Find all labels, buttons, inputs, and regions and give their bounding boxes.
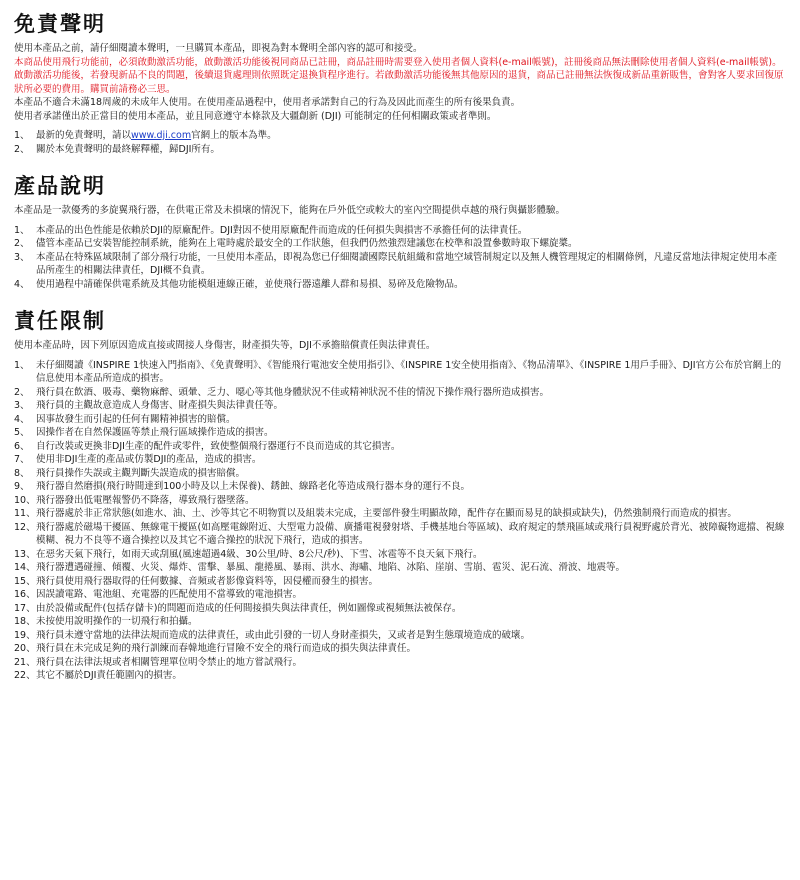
item-number: 15、 (14, 575, 36, 587)
item-text: 本產品在特殊區域限制了部分飛行功能，一旦使用本產品，即視為您已仔細閱讀國際民航組織和當地空域管制規定以及無人機管理規定的相關條例，凡違反當地法律規定使用本產品所產生的相關法律責任，DJI概不負責。 (36, 251, 778, 276)
list-item (14, 467, 786, 481)
item-number: 22、 (14, 670, 36, 681)
list-item (14, 615, 786, 629)
item-text: 飛行員在飲酒、吸毒、藥物麻醉、頭暈、乏力、噁心等其他身體狀況不佳或精神狀況不佳的情況下操作飛行器所造成損害。 (36, 386, 550, 398)
item-text: 使用過程中請確保供電系統及其他功能模組連線正確，並使飛行器遠離人群和易損、易碎及危險物品。 (36, 278, 464, 290)
product-list (14, 224, 786, 292)
item-number: 4、 (14, 413, 30, 425)
liability-list (14, 359, 786, 683)
liability-intro: 使用本產品時，因下列原因造成直接或間接人身傷害，財產損失等，DJI不承擔賠償責任與法律責任。 (14, 340, 436, 351)
item-text: 飛行器發出低電壓報警仍不降落，導致飛行器墜落。 (36, 494, 255, 506)
item-text: 因操作者在自然保護區等禁止飛行區域操作造成的損害。 (36, 427, 274, 438)
item-text: 其它不屬於DJI責任範圍內的損害。 (36, 670, 182, 681)
list-item (14, 237, 786, 251)
list-item (14, 426, 786, 440)
list-item (14, 642, 786, 656)
item-number: 2、 (14, 238, 30, 249)
disclaimer-note (14, 143, 786, 157)
item-number: 8、 (14, 467, 30, 479)
item-number: 18、 (14, 616, 36, 627)
item-text: 未仔細閱讀《INSPIRE 1快速入門指南》、《免責聲明》、《智能飛行電池安全使用指引》、《INSPIRE 1安全使用指南》、《物品清單》、《INSPIRE 1用戶手冊》、DJI官方公布於官網上的信息使用本產品所造成的損害。 (36, 359, 782, 384)
item-text: 在惡劣天氣下飛行，如雨天或刮風(風速超過4級、30公里/時、8公尺/秒)、下雪、冰雹等不良天氣下飛行。 (36, 548, 483, 560)
list-item (14, 548, 786, 562)
item-number: 9、 (14, 481, 30, 492)
item-number: 6、 (14, 440, 30, 452)
note-text: 最新的免責聲明，請以 (36, 130, 132, 141)
item-text: 飛行器遭遇碰撞、傾覆、火災、爆炸、雷擊、暴風、龍捲風、暴雨、洪水、海嘯、地陷、冰陷、崖崩、雪崩、雹災、泥石流、滑波、地震等。 (36, 562, 626, 573)
item-number: 11、 (14, 508, 36, 519)
item-number: 1、 (14, 224, 30, 236)
item-number: 7、 (14, 454, 30, 465)
list-item (14, 480, 786, 494)
item-number: 19、 (14, 629, 36, 641)
item-number: 1、 (14, 359, 30, 371)
item-text: 飛行員在法律法規或者相關管理單位明令禁止的地方嘗試飛行。 (36, 656, 303, 668)
item-number: 5、 (14, 427, 30, 438)
item-text: 飛行器自然磨損(飛行時間達到100小時及以上未保養)、銹蝕、線路老化等造成飛行器本身的運行不良。 (36, 481, 471, 492)
list-item (14, 561, 786, 575)
list-item (14, 656, 786, 670)
disclaimer-title: 免責聲明 (14, 12, 106, 36)
item-number: 14、 (14, 562, 36, 573)
note-number: 1、 (14, 130, 30, 141)
disclaimer-note (14, 129, 786, 143)
list-item (14, 359, 786, 386)
item-number: 2、 (14, 386, 30, 398)
list-item (14, 278, 786, 292)
item-text: 自行改裝或更換非DJI生產的配件或零件，致使整個飛行器運行不良而造成的其它損害。 (36, 440, 401, 452)
item-number: 4、 (14, 278, 30, 290)
disclaimer-commitment: 使用者承諾僅出於正當目的使用本產品，並且同意遵守本條款及大疆創新 (DJI) 可能制定的任何相關政策或者準則。 (14, 110, 497, 122)
disclaimer-age-notice: 本產品不適合未滿18周歲的未成年人使用。在使用產品過程中，使用者承諾對自己的行為及因此而產生的所有後果負責。 (14, 97, 521, 108)
item-text: 飛行器處於非正常狀態(如進水、油、土、沙等其它不明物質以及組裝未完成，主要部件發生明顯故障，配件存在顯而易見的缺損或缺失)，仍然強制飛行而造成的損害。 (36, 508, 737, 519)
item-text: 本產品的出色性能是依賴於DJI的原廠配件。DJI對因不使用原廠配件而造成的任何損失與損害不承擔任何的法律責任。 (36, 224, 528, 236)
list-item (14, 588, 786, 602)
note-text: 關於本免責聲明的最終解釋權，歸DJI所有。 (36, 143, 220, 155)
disclaimer-notes (14, 129, 786, 156)
item-text: 飛行器處於磁場干擾區、無線電干擾區(如高壓電線附近、大型電力設備、廣播電視發射塔、手機基地台等區域)、政府規定的禁飛區域或飛行員視野處於背光、被障礙物遮擋、視線模糊、視力不良等不適合操控以及其它不適合操控的狀況下飛行，造成的損害。 (36, 521, 785, 546)
list-item (14, 453, 786, 467)
item-text: 飛行員操作失誤或主觀判斷失誤造成的損害賠償。 (36, 467, 246, 479)
item-text: 儘管本產品已安裝智能控制系統，能夠在上電時處於最安全的工作狀態，但我們仍然強烈建議您在校準和設置參數時取下螺旋槳。 (36, 238, 578, 249)
list-item (14, 251, 786, 278)
product-intro: 本產品是一款優秀的多旋翼飛行器，在供電正常及未損壞的情況下，能夠在戶外低空或較大的室內空間提供卓越的飛行與攝影體驗。 (14, 205, 566, 216)
item-text: 飛行員的主觀故意造成人身傷害、財產損失與法律責任等。 (36, 400, 284, 411)
list-item (14, 669, 786, 683)
item-text: 因事故發生而引起的任何有關精神損害的賠償。 (36, 413, 236, 425)
list-item (14, 602, 786, 616)
list-item (14, 575, 786, 589)
item-text: 飛行員未遵守當地的法律法規而造成的法律責任，或由此引發的一切人身財產損失，又或者是對生態環境造成的破壞。 (36, 629, 531, 641)
item-text: 由於設備或配件(包括存儲卡)的問題而造成的任何間接損失與法律責任，例如圖像或視頻無法被保存。 (36, 602, 462, 614)
note-text: 官網上的版本為準。 (191, 130, 277, 141)
disclaimer-intro: 使用本產品之前，請仔細閱讀本聲明，一旦購買本產品，即視為對本聲明全部內容的認可和接受。 (14, 43, 423, 54)
list-item (14, 440, 786, 454)
item-text: 因誤讀電路、電池組、充電器的匹配使用不當導致的電池損害。 (36, 589, 303, 600)
list-item (14, 224, 786, 238)
liability-title: 責任限制 (14, 309, 106, 333)
item-number: 13、 (14, 548, 36, 560)
item-text: 未按使用說明操作的一切飛行和拍攝。 (36, 616, 198, 627)
item-text: 使用非DJI生產的產品或仿製DJI的產品，造成的損害。 (36, 454, 262, 465)
item-text: 飛行員在未完成足夠的飛行訓練而春韓地進行冒險不安全的飛行而造成的損失與法律責任。 (36, 643, 417, 654)
note-number: 2、 (14, 143, 30, 155)
item-number: 10、 (14, 494, 36, 506)
item-number: 21、 (14, 656, 36, 668)
list-item (14, 629, 786, 643)
item-text: 飛行員使用飛行器取得的任何數據、音頻或者影像資料等，因侵權而發生的損害。 (36, 575, 379, 587)
list-item (14, 399, 786, 413)
item-number: 17、 (14, 602, 36, 614)
item-number: 3、 (14, 400, 30, 411)
list-item (14, 521, 786, 548)
list-item (14, 413, 786, 427)
item-number: 20、 (14, 643, 36, 654)
item-number: 12、 (14, 521, 36, 533)
disclaimer-activation-warning: 本商品使用飛行功能前，必須啟動激活功能，啟動激活功能後視同商品已註冊，商品註冊時需要登入使用者個人資料(e-mail帳號)，註冊後商品無法刪除使用者個人資料(e-mail帳號)。啟動激活功能後，若發現新品不良的問題，後續退貨處理則依照既定退換貨程序進行。若啟動激活功能後無其他原因的退貨，商品已註冊無法恢復成新品重新販售，會對客人要求回復原狀所必要的費用。購買前請務必三思。 (14, 56, 784, 95)
dji-website-link[interactable]: www.dji.com (131, 130, 192, 141)
item-number: 3、 (14, 251, 30, 263)
item-number: 16、 (14, 589, 36, 600)
product-title: 產品說明 (14, 174, 106, 198)
list-item (14, 386, 786, 400)
list-item (14, 494, 786, 508)
list-item (14, 507, 786, 521)
